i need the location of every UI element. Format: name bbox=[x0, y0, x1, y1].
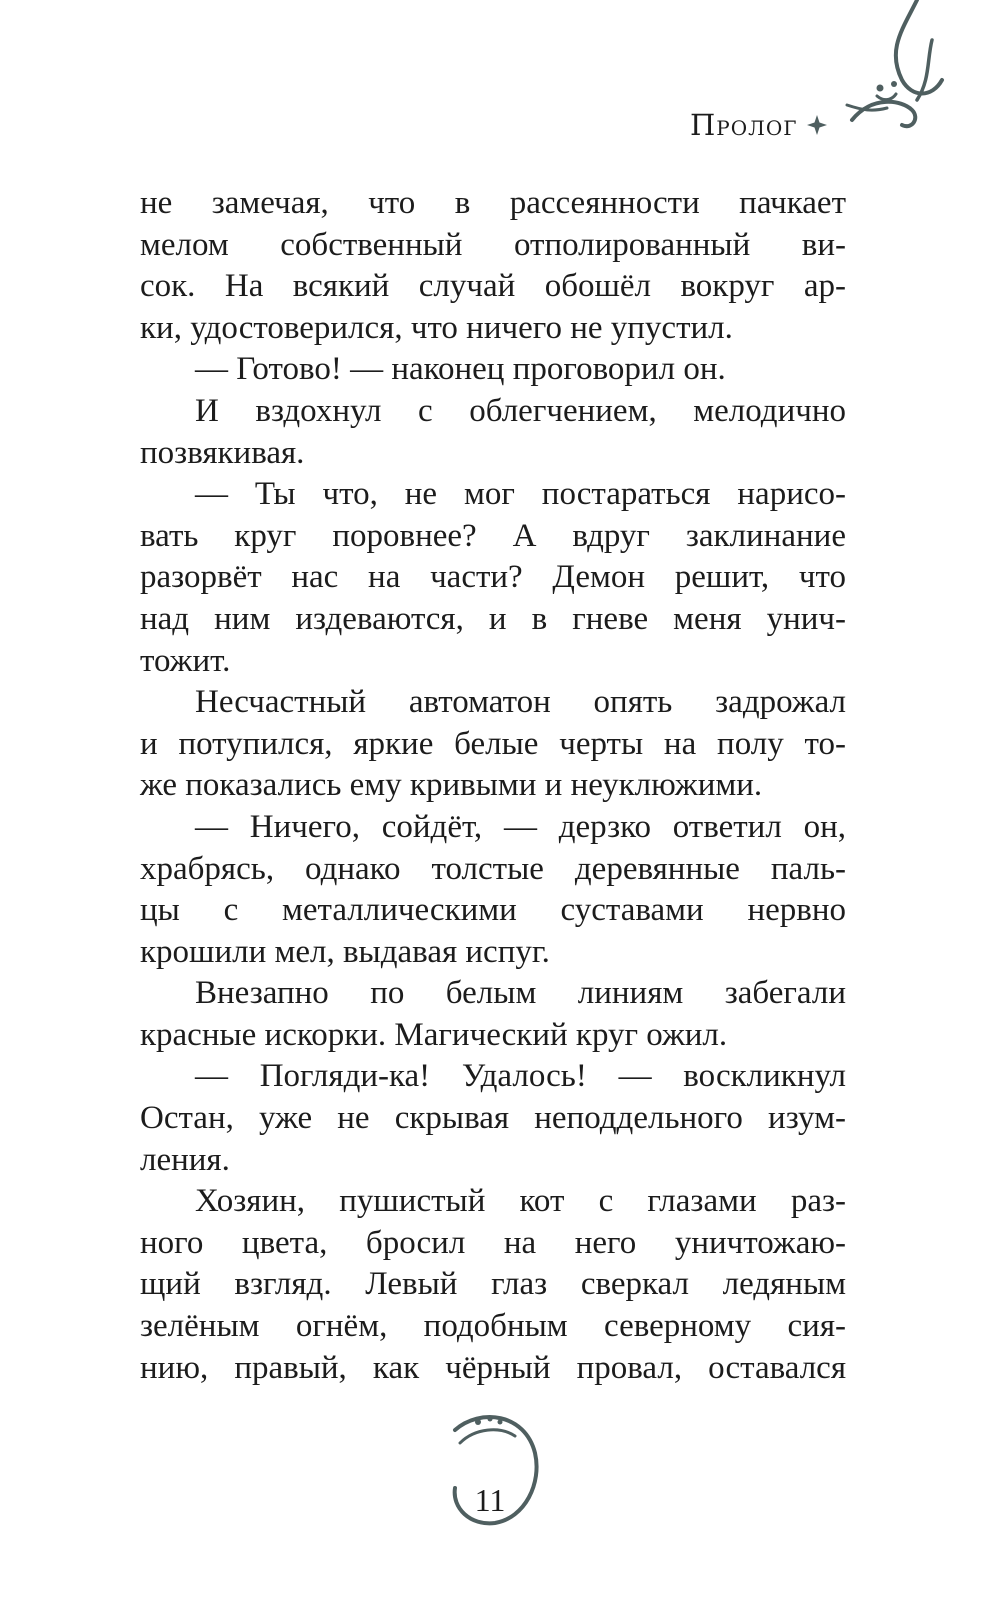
body-text bbox=[140, 183, 846, 1389]
text-line: Внезапно по белым линиям забегали bbox=[195, 975, 846, 1012]
text-line: — Готово! — наконец проговорил он. bbox=[195, 351, 726, 388]
text-line: позвякивая. bbox=[140, 434, 305, 471]
text-line: не замечая, что в рассеянности пачкает bbox=[140, 185, 846, 221]
text-line: мелом собственный отполированный ви- bbox=[140, 226, 846, 263]
running-head bbox=[690, 108, 827, 142]
text-line: Несчастный автоматон опять задрожал bbox=[195, 684, 846, 721]
text-line: — Ты что, не мог постараться нарисо- bbox=[195, 476, 846, 513]
four-point-star-icon bbox=[807, 115, 827, 135]
text-line: же показались ему кривыми и неуклюжими. bbox=[140, 767, 763, 804]
text-line: над ним издеваются, и в гневе меня унич- bbox=[140, 600, 846, 637]
text-line: И вздохнул с облегчением, мелодично bbox=[195, 392, 846, 429]
text-line: крошили мел, выдавая испуг. bbox=[140, 933, 550, 970]
text-line: вать круг поровнее? А вдруг заклинание bbox=[140, 517, 846, 554]
running-head-title: Пролог bbox=[690, 108, 798, 142]
text-line: Хозяин, пушистый кот с глазами раз- bbox=[195, 1183, 846, 1220]
text-line: ления. bbox=[140, 1141, 230, 1178]
text-line: храбрясь, однако толстые деревянные паль- bbox=[140, 850, 846, 887]
text-line: Остан, уже не скрывая неподдельного изум- bbox=[140, 1100, 846, 1137]
text-line: зелёным огнём, подобным северному сия- bbox=[140, 1308, 846, 1345]
page-number: 11 bbox=[474, 1482, 506, 1518]
corner-flourish-ornament bbox=[832, 0, 952, 150]
text-line: цы с металлическими суставами нервно bbox=[140, 892, 846, 929]
text-line: ного цвета, бросил на него уничтожаю- bbox=[140, 1224, 846, 1261]
text-line: — Погляди-ка! Удалось! — воскликнул bbox=[195, 1058, 846, 1095]
text-line: разорвёт нас на части? Демон решит, что bbox=[140, 559, 846, 596]
text-line: красные искорки. Магический круг ожил. bbox=[140, 1016, 728, 1053]
text-line: — Ничего, сойдёт, — дерзко ответил он, bbox=[195, 808, 846, 845]
text-line: ки, удостоверился, что ничего не упустил. bbox=[140, 309, 733, 346]
text-line: и потупился, яркие белые черты на полу то- bbox=[140, 725, 846, 762]
text-line: нию, правый, как чёрный провал, оставался bbox=[140, 1349, 846, 1386]
text-line: сок. На всякий случай обошёл вокруг ар- bbox=[140, 268, 846, 305]
text-line: щий взгляд. Левый глаз сверкал ледяным bbox=[140, 1266, 846, 1303]
text-line: тожит. bbox=[140, 642, 231, 679]
